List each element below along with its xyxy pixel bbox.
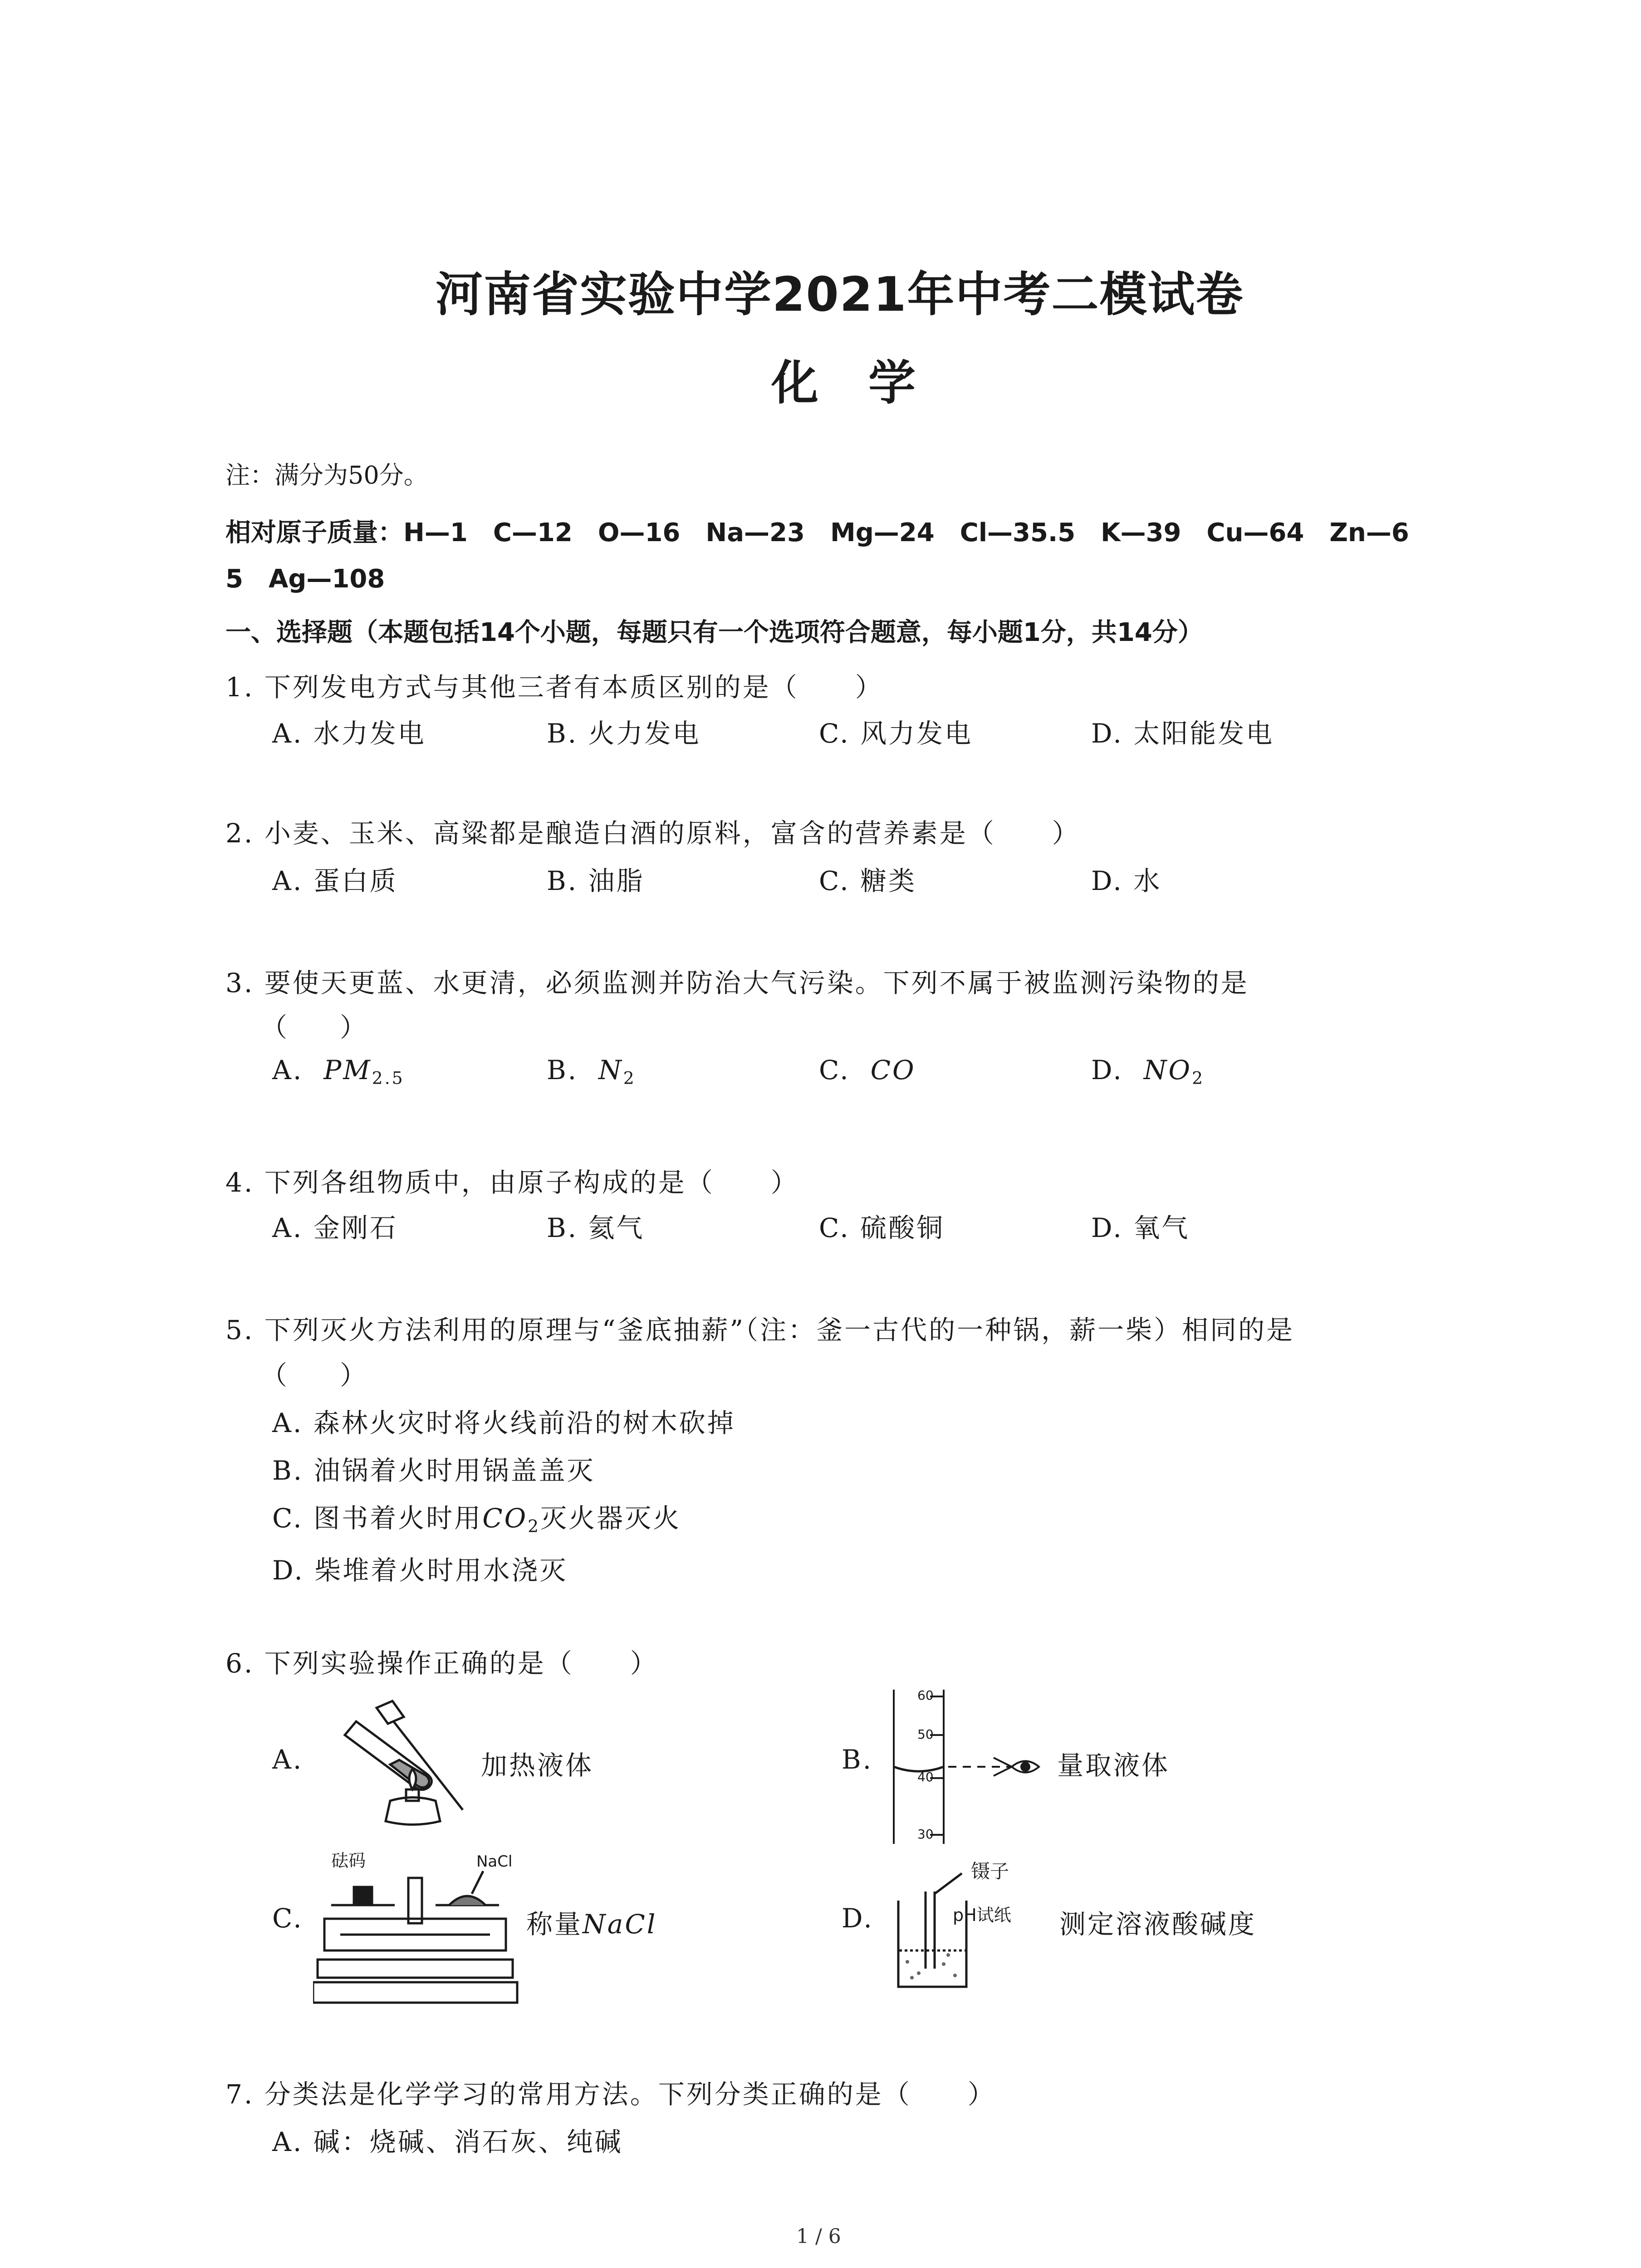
- q5-option-b: B. 油锅着火时用锅盖盖灭: [272, 1455, 595, 1486]
- question-5-answer-paren: （ ）: [261, 1360, 367, 1391]
- q7-option-a: A. 碱：烧碱、消石灰、纯碱: [272, 2126, 623, 2157]
- option-letter: C.: [819, 1055, 850, 1085]
- option-text: C. 图书着火时用: [272, 1503, 483, 1534]
- question-4-stem: 4. 下列各组物质中，由原子构成的是（ ）: [225, 1167, 799, 1198]
- q1-option-b: B. 火力发电: [547, 718, 701, 749]
- q1-option-a: A. 水力发电: [272, 718, 426, 749]
- q5-option-c: [272, 1497, 681, 1536]
- balance-illustration: [313, 1851, 522, 2009]
- q6-option-c-caption: [526, 1903, 657, 1941]
- q5-option-d: D. 柴堆着火时用水浇灭: [272, 1555, 568, 1586]
- weights-label: 砝码: [331, 1851, 366, 1871]
- q1-option-d: D. 太阳能发电: [1091, 718, 1274, 749]
- q6-option-b-caption: 量取液体: [1057, 1750, 1170, 1781]
- q2-option-c: C. 糖类: [819, 865, 917, 896]
- question-1-stem: 1. 下列发电方式与其他三者有本质区别的是（ ）: [225, 672, 883, 703]
- heating-liquid-illustration: [313, 1696, 485, 1833]
- nacl-label: NaCl: [476, 1853, 513, 1871]
- q6-option-c-letter: C.: [272, 1903, 304, 1934]
- q3-option-d: [1091, 1055, 1205, 1088]
- cylinder-tick-label: 60: [917, 1688, 934, 1703]
- score-note: 注：满分为50分。: [225, 461, 428, 489]
- page-number: 1 / 6: [796, 2225, 841, 2248]
- option-text: 灭火器灭火: [540, 1503, 681, 1534]
- formula: CO: [870, 1055, 916, 1085]
- ph-test-illustration: [885, 1860, 1066, 1996]
- question-3-stem: 3. 要使天更蓝、水更清，必须监测并防治大气污染。下列不属于被监测污染物的是: [225, 968, 1249, 998]
- q6-option-d-caption: 测定溶液酸碱度: [1059, 1909, 1257, 1940]
- q6-option-a-letter: A.: [272, 1744, 304, 1775]
- ph-paper-label: pH试纸: [953, 1905, 1011, 1925]
- section-heading: 一、选择题（本题包括14个小题，每题只有一个选项符合题意，每小题1分，共14分）: [225, 618, 1203, 647]
- question-3-answer-paren: （ ）: [261, 1012, 367, 1043]
- q4-option-d: D. 氧气: [1091, 1212, 1190, 1243]
- caption-text: 称量: [526, 1909, 583, 1940]
- formula: NO: [1143, 1055, 1192, 1085]
- q3-option-b: [547, 1055, 636, 1088]
- exam-title: 河南省实验中学2021年中考二模试卷: [436, 267, 1244, 322]
- q4-option-c: C. 硫酸铜: [819, 1212, 945, 1243]
- tweezers-label: 镊子: [971, 1860, 1009, 1882]
- question-2-stem: 2. 小麦、玉米、高粱都是酿造白酒的原料，富含的营养素是（ ）: [225, 818, 1080, 849]
- question-7-stem: 7. 分类法是化学学习的常用方法。下列分类正确的是（ ）: [225, 2079, 996, 2110]
- q6-option-a-caption: 加热液体: [481, 1750, 594, 1781]
- formula-subscript: 2: [1192, 1068, 1205, 1088]
- q2-option-b: B. 油脂: [547, 865, 645, 896]
- formula-subscript: 2: [623, 1068, 636, 1088]
- q5-option-a: A. 森林火灾时将火线前沿的树木砍掉: [272, 1408, 735, 1438]
- formula: NaCl: [583, 1909, 657, 1940]
- formula: PM: [323, 1055, 372, 1085]
- formula: CO: [482, 1503, 528, 1534]
- q3-option-a: [272, 1055, 405, 1088]
- q4-option-a: A. 金刚石: [272, 1212, 398, 1243]
- q6-option-b-letter: B.: [842, 1744, 873, 1775]
- option-letter: B.: [547, 1055, 578, 1085]
- formula: N: [598, 1055, 623, 1085]
- q2-option-d: D. 水: [1091, 865, 1162, 896]
- atomic-mass-line2: 5 Ag—108: [225, 564, 385, 594]
- q1-option-c: C. 风力发电: [819, 718, 973, 749]
- option-letter: A.: [272, 1055, 304, 1085]
- q2-option-a: A. 蛋白质: [272, 865, 398, 896]
- cylinder-tick-label: 30: [917, 1827, 934, 1842]
- cylinder-tick-label: 40: [917, 1769, 934, 1784]
- atomic-mass-line1: 相对原子质量：H—1 C—12 O—16 Na—23 Mg—24 Cl—35.5 K—39 Cu—64 Zn—6: [225, 518, 1409, 547]
- q6-option-d-letter: D.: [842, 1903, 874, 1934]
- formula-subscript: 2: [528, 1516, 541, 1536]
- option-letter: D.: [1091, 1055, 1123, 1085]
- q3-option-c: [819, 1055, 916, 1085]
- question-5-stem: 5. 下列灭火方法利用的原理与“釜底抽薪”（注：釜一古代的一种锅，薪一柴）相同的是: [225, 1315, 1295, 1345]
- graduated-cylinder-illustration: [885, 1685, 1053, 1848]
- subject-title: 化学: [771, 355, 966, 411]
- formula-subscript: 2.5: [372, 1068, 405, 1088]
- q4-option-b: B. 氦气: [547, 1212, 645, 1243]
- question-6-stem: 6. 下列实验操作正确的是（ ）: [225, 1648, 658, 1679]
- cylinder-tick-label: 50: [917, 1727, 934, 1742]
